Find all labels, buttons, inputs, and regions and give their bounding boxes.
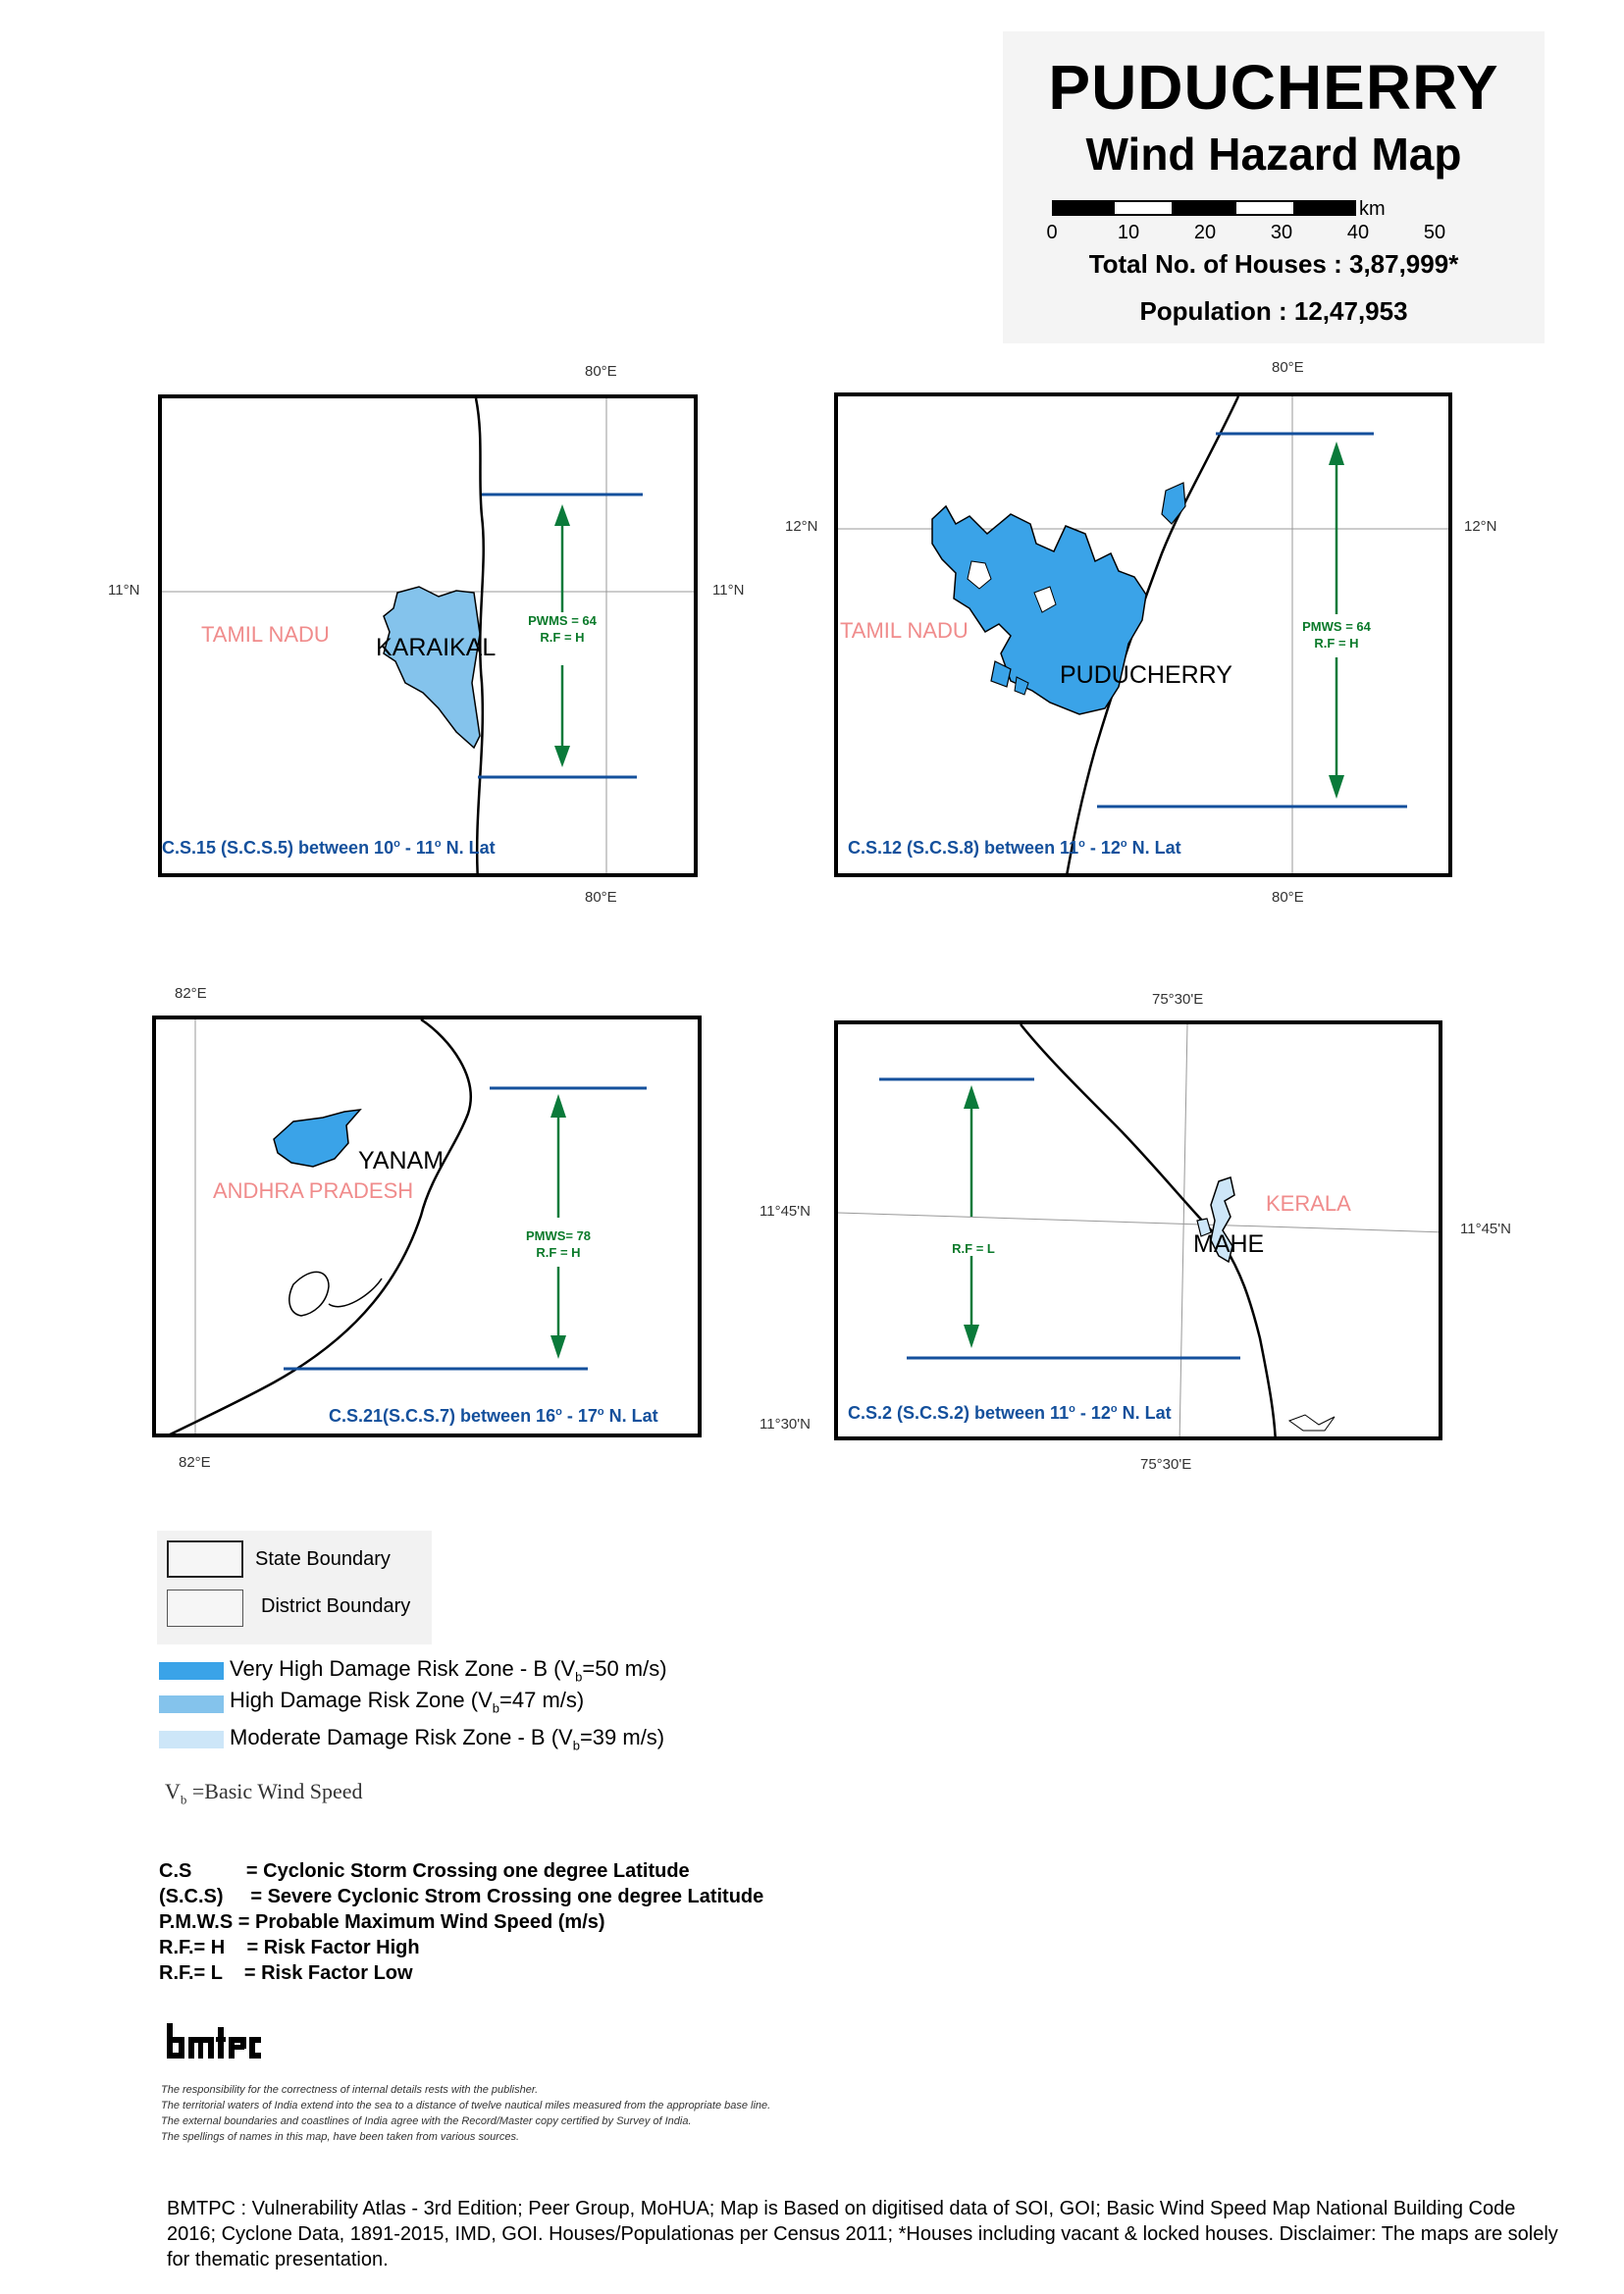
mahe-map <box>834 1020 1442 1440</box>
abbreviation-line: (S.C.S) = Severe Cyclonic Strom Crossing one degree Latitude <box>159 1886 764 1907</box>
scale-segment <box>1295 200 1356 216</box>
coord-label: 80°E <box>585 363 617 380</box>
boundary-legend <box>157 1531 432 1644</box>
state-boundary-label: State Boundary <box>255 1548 391 1570</box>
coord-label: 75°30'E <box>1140 1456 1192 1473</box>
abbreviation-line: R.F.= L = Risk Factor Low <box>159 1962 413 1984</box>
high-zone-label <box>230 1688 584 1715</box>
houses-count: Total No. of Houses : 3,87,999* <box>1088 249 1459 279</box>
karaikal-map <box>158 394 698 877</box>
place-label: YANAM <box>358 1147 445 1174</box>
map-caption <box>329 1406 658 1427</box>
state-label: TAMIL NADU <box>840 618 969 643</box>
zone-text: Very High Damage Risk Zone - B (V <box>230 1656 576 1681</box>
scale-tick-label: 50 <box>1423 222 1446 243</box>
pmws-label <box>517 1227 600 1261</box>
vb-subscript: b <box>180 1792 187 1807</box>
caption-text: N. Lat <box>1126 838 1181 858</box>
pmws-value: PWMS = 64 <box>528 613 597 628</box>
abbreviation-line: P.M.W.S = Probable Maximum Wind Speed (m/s) <box>159 1911 605 1933</box>
caption-degree: o <box>1120 838 1127 850</box>
high-zone-swatch <box>159 1695 224 1713</box>
population-count: Population : 12,47,953 <box>1139 296 1408 326</box>
caption-degree: o <box>597 1406 604 1418</box>
risk-factor-value: R.F = H <box>1314 636 1359 651</box>
fine-print-line: The spellings of names in this map, have been taken from various sources. <box>161 2131 520 2143</box>
yanam-map <box>152 1016 702 1437</box>
coord-label: 11°45'N <box>760 1203 811 1220</box>
map-caption <box>848 838 1181 859</box>
pmws-label <box>521 612 603 646</box>
coord-label: 11°45'N <box>1460 1221 1511 1237</box>
moderate-zone-swatch <box>159 1731 224 1748</box>
caption-degree: o <box>434 838 442 850</box>
caption-text: C.S.21(S.C.S.7) between 16 <box>329 1406 556 1426</box>
map-caption <box>848 1403 1172 1424</box>
abbreviation-line: C.S = Cyclonic Storm Crossing one degree Latitude <box>159 1860 690 1882</box>
bmtpc-logo <box>167 2023 261 2059</box>
zone-subscript: b <box>575 1669 583 1685</box>
state-label: ANDHRA PRADESH <box>213 1178 414 1203</box>
caption-text: C.S.2 (S.C.S.2) between 11 <box>848 1403 1070 1423</box>
zone-subscript: b <box>572 1738 580 1753</box>
title-block <box>1003 31 1545 343</box>
zone-text: =47 m/s) <box>499 1688 585 1712</box>
zone-text: =50 m/s) <box>582 1656 667 1681</box>
source-note: BMTPC : Vulnerability Atlas - 3rd Edition; Peer Group, MoHUA; Map is Based on digitised data of SOI, GOI; Basic Wind Speed Map National Building Code 2016; Cyclone Data, 1891-2015, IMD, GOI. Houses/Populationas per Census 2011; *Houses including vacant & locked houses. Disclaimer: The maps are solely for thematic presentation. <box>167 2198 1558 2270</box>
risk-factor-value: R.F = H <box>536 1245 581 1260</box>
caption-text: N. Lat <box>441 838 496 858</box>
place-label: PUDUCHERRY <box>1060 661 1232 689</box>
caption-text: C.S.12 (S.C.S.8) between 11 <box>848 838 1079 858</box>
fine-print-line: The external boundaries and coastlines of India agree with the Record/Master copy certified by Survey of India. <box>161 2115 692 2127</box>
caption-text: C.S.15 (S.C.S.5) between 10 <box>162 838 394 858</box>
scale-segment <box>1052 200 1113 216</box>
coord-label: 11°30'N <box>760 1416 811 1433</box>
yanam-map-svg <box>156 1019 702 1437</box>
map-title: PUDUCHERRY <box>1048 52 1499 123</box>
state-boundary-swatch <box>167 1540 243 1578</box>
coord-label: 11°N <box>712 582 745 599</box>
basic-wind-speed-note <box>165 1779 363 1807</box>
scale-tick-label: 20 <box>1193 222 1217 243</box>
risk-factor-value: R.F = L <box>952 1241 995 1256</box>
vb-text: =Basic Wind Speed <box>186 1779 363 1803</box>
coord-label: 80°E <box>1272 359 1304 376</box>
scale-tick-label: 10 <box>1117 222 1140 243</box>
pmws-value: PMWS= 78 <box>525 1228 592 1243</box>
mahe-map-svg <box>838 1024 1442 1440</box>
district-boundary-swatch <box>167 1590 243 1627</box>
coord-label: 12°N <box>1464 518 1497 535</box>
district-boundary-label: District Boundary <box>261 1595 411 1617</box>
coord-label: 12°N <box>785 518 818 535</box>
very-high-zone-label <box>230 1656 667 1684</box>
scale-segment <box>1113 200 1174 216</box>
scale-unit: km <box>1359 198 1386 220</box>
caption-text: N. Lat <box>1117 1403 1172 1423</box>
risk-factor-value: R.F = H <box>540 630 585 645</box>
scale-tick-label: 0 <box>1046 222 1058 243</box>
caption-text: - 11 <box>399 838 435 858</box>
caption-degree: o <box>393 838 400 850</box>
map-caption <box>162 838 496 859</box>
caption-text: - 12 <box>1084 838 1121 858</box>
caption-text: N. Lat <box>603 1406 658 1426</box>
coord-label: 75°30'E <box>1152 991 1204 1008</box>
scale-tick-label: 40 <box>1346 222 1370 243</box>
zone-subscript: b <box>492 1700 500 1716</box>
map-subtitle: Wind Hazard Map <box>1085 129 1462 180</box>
coord-label: 82°E <box>175 985 207 1002</box>
vb-text: V <box>165 1779 181 1803</box>
coord-label: 11°N <box>108 582 140 599</box>
puducherry-map <box>834 392 1452 877</box>
zone-text: Moderate Damage Risk Zone - B (V <box>230 1725 573 1749</box>
scale-segment <box>1174 200 1234 216</box>
zone-text: =39 m/s) <box>579 1725 665 1749</box>
coord-label: 80°E <box>1272 889 1304 906</box>
very-high-zone-swatch <box>159 1662 224 1680</box>
place-label: KARAIKAL <box>376 634 497 661</box>
coord-label: 80°E <box>585 889 617 906</box>
fine-print-line: The territorial waters of India extend into the sea to a distance of twelve nautical miles measured from the appropriate base line. <box>161 2100 771 2112</box>
coord-label: 82°E <box>179 1454 211 1471</box>
caption-degree: o <box>555 1406 562 1418</box>
scale-segment <box>1234 200 1295 216</box>
caption-degree: o <box>1110 1403 1118 1415</box>
caption-degree: o <box>1078 838 1085 850</box>
caption-text: - 17 <box>561 1406 598 1426</box>
pmws-label <box>1295 618 1378 652</box>
moderate-zone-label <box>230 1725 664 1752</box>
state-label: KERALA <box>1266 1191 1351 1216</box>
fine-print-line: The responsibility for the correctness of internal details rests with the publisher. <box>161 2084 539 2096</box>
scale-tick-label: 30 <box>1270 222 1293 243</box>
place-label: MAHE <box>1193 1230 1265 1258</box>
zone-text: High Damage Risk Zone (V <box>230 1688 493 1712</box>
pmws-value: PMWS = 64 <box>1302 619 1371 634</box>
state-label: TAMIL NADU <box>201 622 330 647</box>
abbreviation-line: R.F.= H = Risk Factor High <box>159 1937 420 1958</box>
caption-text: - 12 <box>1074 1403 1111 1423</box>
risk-factor-label <box>932 1240 1015 1257</box>
caption-degree: o <box>1069 1403 1075 1415</box>
